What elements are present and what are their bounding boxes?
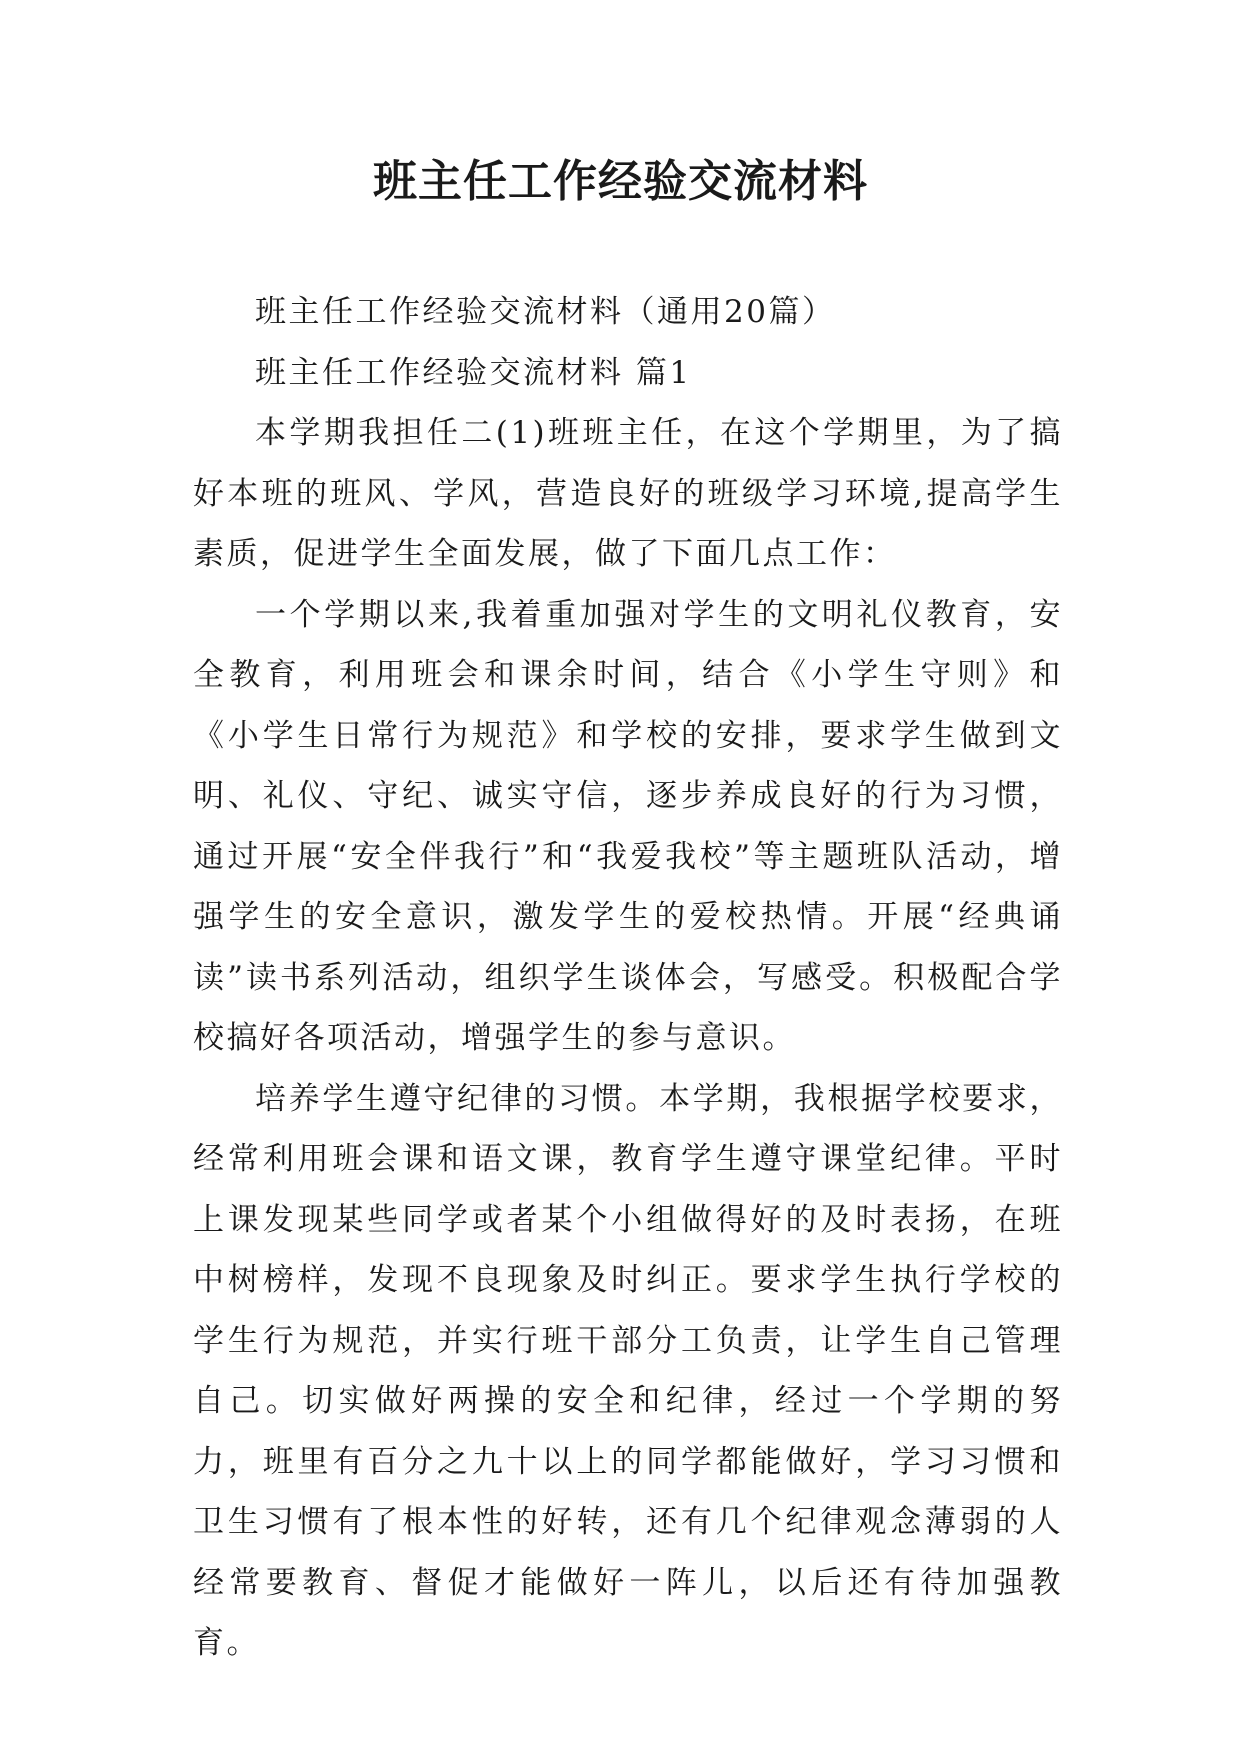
document-body: [193, 282, 1063, 1674]
body-paragraph: 培养学生遵守纪律的习惯。本学期，我根据学校要求，经常利用班会课和语文课，教育学生遵守课堂纪律。平时上课发现某些同学或者某个小组做得好的及时表扬，在班中树榜样，发现不良现象及时纠正。要求学生执行学校的学生行为规范，并实行班干部分工负责，让学生自己管理自己。切实做好两操的安全和纪律，经过一个学期的努力，班里有百分之九十以上的同学都能做好，学习习惯和卫生习惯有了根本性的好转，还有几个纪律观念薄弱的人经常要教育、督促才能做好一阵儿，以后还有待加强教育。: [193, 1080, 1063, 1661]
body-paragraph: 一个学期以来,我着重加强对学生的文明礼仪教育，安全教育，利用班会和课余时间，结合《小学生守则》和《小学生日常行为规范》和学校的安排，要求学生做到文明、礼仪、守纪、诚实守信，逐步养成良好的行为习惯，通过开展“安全伴我行”和“我爱我校”等主题班队活动，增强学生的安全意识，激发学生的爱校热情。开展“经典诵读”读书系列活动，组织学生谈体会，写感受。积极配合学校搞好各项活动，增强学生的参与意识。: [193, 596, 1063, 1056]
document-subtitle: 班主任工作经验交流材料（通用20篇）: [255, 294, 836, 330]
body-paragraph: 本学期我担任二(1)班班主任，在这个学期里，为了搞好本班的班风、学风，营造良好的班级学习环境,提高学生素质，促进学生全面发展，做了下面几点工作：: [193, 415, 1063, 572]
document-title: 班主任工作经验交流材料: [373, 156, 868, 207]
section-heading: 班主任工作经验交流材料 篇1: [255, 354, 692, 391]
